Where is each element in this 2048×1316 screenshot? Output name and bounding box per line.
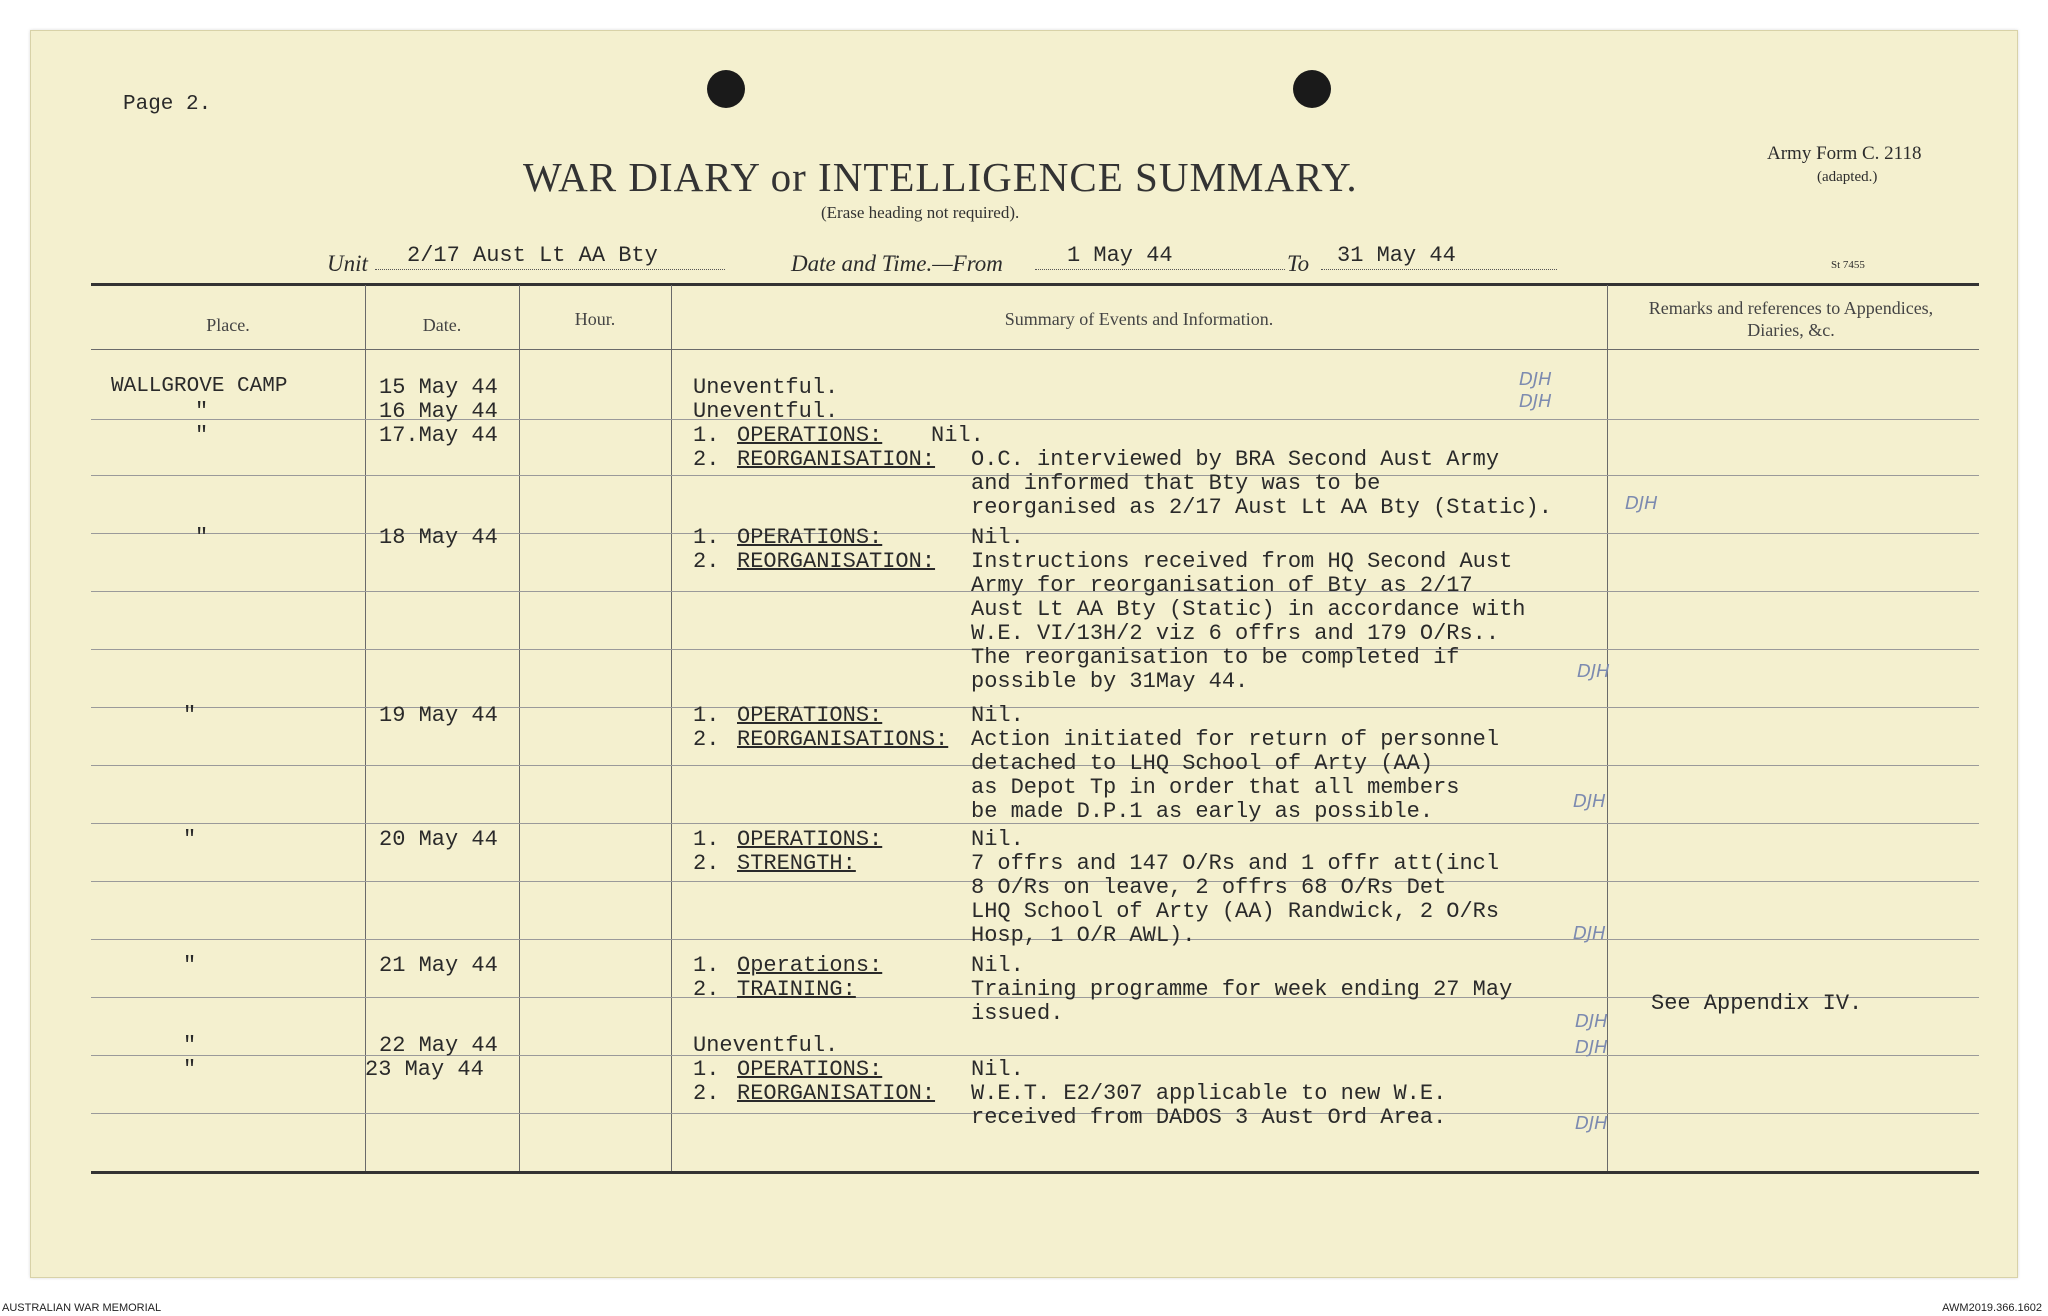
page-label: Page 2. — [123, 93, 212, 116]
ditto-mark: " — [183, 1033, 197, 1058]
punch-hole-left — [707, 70, 745, 108]
summary-line: Hosp, 1 O/R AWL). — [971, 923, 1196, 948]
item-number: 2. — [693, 977, 720, 1002]
reorganisation-heading: REORGANISATION: — [737, 447, 936, 472]
unit-rule — [375, 269, 725, 270]
date-cell: 19 May 44 — [379, 703, 498, 728]
col-divider-1 — [365, 285, 366, 1171]
footer-accession: AWM2019.366.1602 — [1942, 1302, 2042, 1314]
operations-heading: OPERATIONS: — [737, 423, 883, 448]
date-cell: 23 May 44 — [365, 1057, 484, 1082]
summary-line: W.E. VI/13H/2 viz 6 offrs and 179 O/Rs.. — [971, 621, 1500, 646]
operations-heading: OPERATIONS: — [737, 1057, 883, 1082]
ditto-mark: " — [183, 827, 197, 852]
summary-line: Uneventful. — [693, 1033, 839, 1058]
date-cell: 17.May 44 — [379, 423, 498, 448]
col-header-hour: Hour. — [574, 309, 616, 329]
operations-heading: OPERATIONS: — [737, 827, 883, 852]
pencil-initials: DJH — [1519, 391, 1552, 412]
pencil-initials: DJH — [1575, 1113, 1608, 1134]
item-number: 1. — [693, 525, 720, 550]
ruled-line — [91, 533, 1979, 534]
ditto-mark: " — [183, 953, 197, 978]
ditto-mark: " — [195, 399, 209, 424]
ditto-mark: " — [195, 525, 209, 550]
ditto-mark: " — [195, 423, 209, 448]
to-rule — [1321, 269, 1557, 270]
summary-line: issued. — [971, 1001, 1064, 1026]
item-number: 1. — [693, 953, 720, 978]
date-cell: 16 May 44 — [379, 399, 498, 424]
pencil-initials: DJH — [1519, 369, 1552, 390]
table-bottom-rule — [91, 1171, 1979, 1174]
date-cell: 18 May 44 — [379, 525, 498, 550]
summary-line: O.C. interviewed by BRA Second Aust Army — [971, 447, 1500, 472]
form-title: WAR DIARY or INTELLIGENCE SUMMARY. — [523, 154, 1358, 200]
summary-line: reorganised as 2/17 Aust Lt AA Bty (Static). — [971, 495, 1552, 520]
operations-heading: OPERATIONS: — [737, 703, 883, 728]
reorganisation-heading: REORGANISATION: — [737, 549, 936, 574]
erase-note: (Erase heading not required). — [821, 203, 1020, 222]
summary-line: W.E.T. E2/307 applicable to new W.E. — [971, 1081, 1447, 1106]
summary-line: received from DADOS 3 Aust Ord Area. — [971, 1105, 1447, 1130]
col-divider-3 — [671, 285, 672, 1171]
summary-line: 8 O/Rs on leave, 2 offrs 68 O/Rs Det — [971, 875, 1447, 900]
to-label: To — [1287, 251, 1310, 276]
date-cell: 15 May 44 — [379, 375, 498, 400]
pencil-initials: DJH — [1575, 1011, 1608, 1032]
operations-heading: OPERATIONS: — [737, 525, 883, 550]
item-number: 2. — [693, 727, 720, 752]
summary-line: Nil. — [971, 953, 1024, 978]
date-cell: 22 May 44 — [379, 1033, 498, 1058]
item-number: 1. — [693, 703, 720, 728]
diary-sheet — [30, 30, 2018, 1278]
operations-heading: Operations: — [737, 953, 883, 978]
training-heading: TRAINING: — [737, 977, 856, 1002]
col-header-remarks: Remarks and references to Appendices, Diaries, &c. — [1648, 298, 1934, 340]
ditto-mark: " — [183, 1057, 197, 1082]
col-header-place: Place. — [206, 315, 250, 335]
place-cell: WALLGROVE CAMP — [111, 375, 288, 398]
pencil-initials: DJH — [1625, 493, 1658, 514]
summary-line: Instructions received from HQ Second Aust — [971, 549, 1513, 574]
summary-line: Nil. — [971, 525, 1024, 550]
army-form-label: Army Form C. 2118 — [1767, 143, 1922, 164]
col-header-summary: Summary of Events and Information. — [1004, 309, 1274, 329]
pencil-initials: DJH — [1573, 923, 1606, 944]
summary-line: 7 offrs and 147 O/Rs and 1 offr att(incl — [971, 851, 1500, 876]
item-number: 1. — [693, 827, 720, 852]
item-number: 2. — [693, 447, 720, 472]
item-number: 2. — [693, 1081, 720, 1106]
date-cell: 20 May 44 — [379, 827, 498, 852]
reorganisation-heading: REORGANISATION: — [737, 1081, 936, 1106]
summary-line: and informed that Bty was to be — [971, 471, 1381, 496]
date-time-label: Date and Time.—From — [791, 251, 1003, 276]
summary-line: Uneventful. — [693, 399, 839, 424]
to-date: 31 May 44 — [1337, 243, 1456, 268]
form-number: St 7455 — [1831, 259, 1865, 271]
remark-appendix: See Appendix IV. — [1651, 991, 1863, 1016]
summary-line: be made D.P.1 as early as possible. — [971, 799, 1434, 824]
punch-hole-right — [1293, 70, 1331, 108]
summary-line: Army for reorganisation of Bty as 2/17 — [971, 573, 1473, 598]
date-cell: 21 May 44 — [379, 953, 498, 978]
col-header-date: Date. — [422, 315, 462, 335]
summary-line: Uneventful. — [693, 375, 839, 400]
ditto-mark: " — [183, 703, 197, 728]
reorganisations-heading: REORGANISATIONS: — [737, 727, 949, 752]
item-number: 2. — [693, 549, 720, 574]
header-rule — [91, 349, 1979, 350]
from-date: 1 May 44 — [1067, 243, 1173, 268]
unit-value: 2/17 Aust Lt AA Bty — [407, 243, 658, 268]
summary-line: Nil. — [971, 703, 1024, 728]
table-top-rule — [91, 283, 1979, 286]
pencil-initials: DJH — [1575, 1037, 1608, 1058]
summary-line: possible by 31May 44. — [971, 669, 1249, 694]
col-divider-2 — [519, 285, 520, 1171]
summary-line: LHQ School of Arty (AA) Randwick, 2 O/Rs — [971, 899, 1500, 924]
pencil-initials: DJH — [1577, 661, 1610, 682]
strength-heading: STRENGTH: — [737, 851, 856, 876]
summary-line: Nil. — [931, 423, 984, 448]
ruled-line — [91, 707, 1979, 708]
pencil-initials: DJH — [1573, 791, 1606, 812]
item-number: 1. — [693, 1057, 720, 1082]
item-number: 1. — [693, 423, 720, 448]
unit-label: Unit — [327, 251, 368, 276]
summary-line: Aust Lt AA Bty (Static) in accordance with — [971, 597, 1526, 622]
summary-line: Nil. — [971, 827, 1024, 852]
summary-line: detached to LHQ School of Arty (AA) — [971, 751, 1434, 776]
summary-line: Nil. — [971, 1057, 1024, 1082]
summary-line: Action initiated for return of personnel — [971, 727, 1500, 752]
summary-line: as Depot Tp in order that all members — [971, 775, 1460, 800]
item-number: 2. — [693, 851, 720, 876]
adapted-label: (adapted.) — [1817, 169, 1878, 185]
from-rule — [1035, 269, 1285, 270]
ruled-line — [91, 1055, 1979, 1056]
ruled-line — [91, 419, 1979, 420]
summary-line: Training programme for week ending 27 May — [971, 977, 1513, 1002]
footer-credit: AUSTRALIAN WAR MEMORIAL — [2, 1302, 162, 1314]
summary-line: The reorganisation to be completed if — [971, 645, 1460, 670]
